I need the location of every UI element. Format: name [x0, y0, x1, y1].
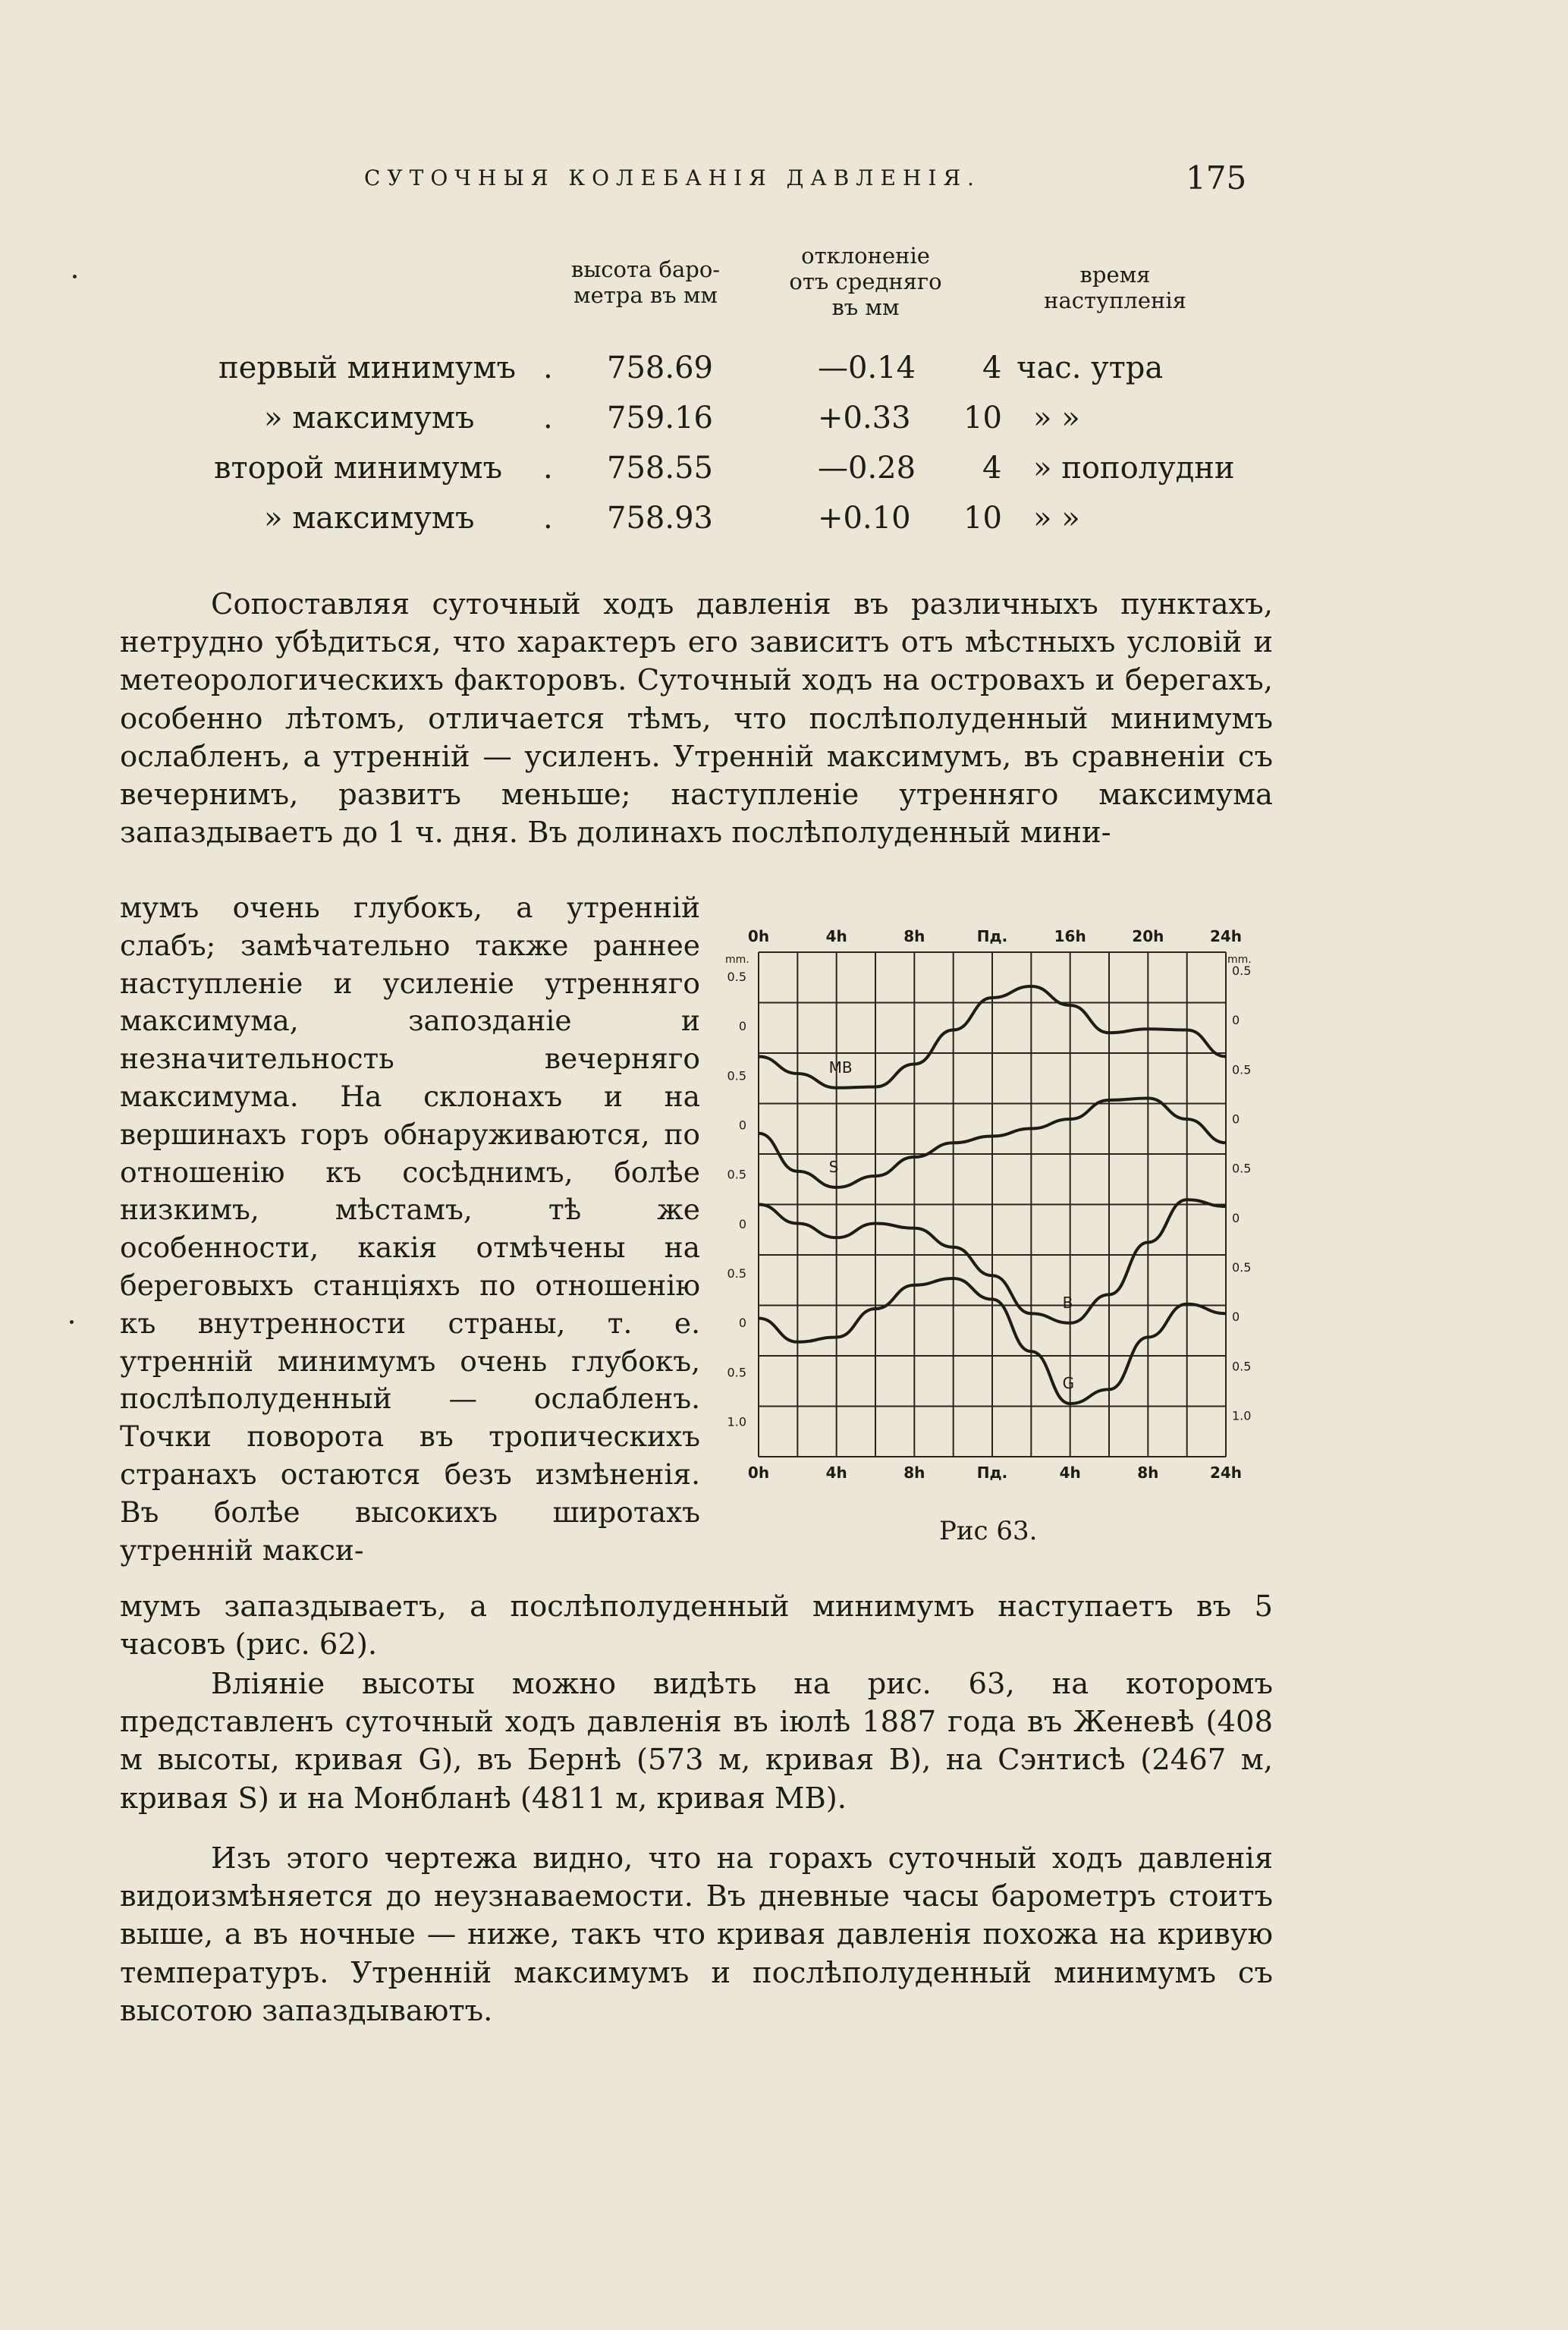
x-tick-label-top: 4h	[825, 927, 847, 945]
y-tick-label-left: 0	[738, 1019, 746, 1034]
x-tick-label-top: 8h	[903, 927, 925, 945]
table-row: второй минимумъ . 758.55 —0.28 4 » пополудни	[214, 451, 1235, 486]
x-tick-label-top: 20h	[1132, 927, 1164, 945]
y-tick-label-right: 0	[1232, 1013, 1240, 1028]
column-header-height: высота баро- метра въ мм	[570, 256, 721, 308]
y-tick-label-right: 0	[1232, 1310, 1240, 1325]
left-axis-unit: mm.	[725, 954, 749, 966]
paragraph-1: Сопоставляя суточный ходъ давленія въ различныхъ пунктахъ, нетрудно убѣдиться, что характеръ его зависитъ отъ мѣстныхъ условій и метеорологическихъ факторовъ. Суточный ходъ на островахъ и берегахъ, особенно лѣтомъ, отличается тѣмъ, что послѣполуденный минимумъ ослабленъ, а утренній — усиленъ. Утренній максимумъ, въ сравненіи съ вечернимъ, развитъ меньше; наступленіе утренняго максимума запаздываетъ до 1 ч. дня. Въ долинахъ послѣполуденный мини-	[120, 587, 1273, 851]
x-tick-label-top: 16h	[1054, 927, 1086, 945]
y-tick-label-left: 1.0	[727, 1414, 746, 1429]
paragraph-1-wrap: мумъ очень глубокъ, а утренній слабъ; замѣчательно также раннее наступленіе и усиленіе утренняго максимума, запозданіе и незначительность вечерняго максимума. На склонахъ и на вершинахъ горъ обнаруживаются, по отношенію къ сосѣднимъ, болѣе низкимъ, мѣстамъ, тѣ же особенности, какія отмѣчены на береговыхъ станціяхъ по отношенію къ внутренности страны, т. е. утренній минимумъ очень глубокъ, послѣполуденный — ослабленъ. Точки поворота въ тропическихъ странахъ остаются безъ измѣненія. Въ болѣе высокихъ широтахъ утренній макси-	[120, 891, 700, 1567]
x-tick-label-top: 24h	[1209, 927, 1243, 945]
speck	[73, 275, 77, 278]
x-tick-label-bottom: Пд.	[976, 1464, 1008, 1482]
right-axis-unit: mm.	[1227, 954, 1252, 966]
x-tick-label-top: Пд.	[976, 927, 1008, 945]
x-tick-label-bottom: 8h	[1137, 1464, 1159, 1482]
y-tick-label-right: 0.5	[1232, 1161, 1252, 1176]
series-label-mb: MB	[828, 1058, 853, 1077]
x-tick-label-bottom: 24h	[1209, 1464, 1243, 1482]
y-tick-label-right: 0.5	[1232, 1359, 1252, 1374]
y-tick-label-right: 0.5	[1232, 964, 1252, 978]
table-row: » максимумъ . 759.16 +0.33 10 » »	[264, 401, 1080, 435]
x-tick-label-bottom: 0h	[747, 1464, 770, 1482]
y-tick-label-left: 0	[738, 1316, 746, 1331]
table-row: » максимумъ . 758.93 +0.10 10 » »	[264, 501, 1080, 536]
series-label-b: B	[1062, 1293, 1073, 1312]
column-header-deviation: отклоненіе отъ средняго въ мм	[789, 243, 942, 320]
y-tick-label-right: 0.5	[1232, 1260, 1252, 1275]
y-tick-label-right: 0	[1232, 1112, 1240, 1127]
paragraph-2: Вліяніе высоты можно видѣть на рис. 63, на которомъ представленъ суточный ходъ давленія въ іюлѣ 1887 года въ Женевѣ (408 м высоты, кривая G), въ Бернѣ (573 м, кривая B), на Сэнтисѣ (2467 м, кривая S) и на Монбланѣ (4811 м, кривая MB).	[120, 1667, 1273, 1816]
x-tick-label-bottom: 8h	[903, 1464, 925, 1482]
figure-caption: Рис 63.	[939, 1516, 1038, 1546]
page-number: 175	[1186, 159, 1247, 197]
y-tick-label-left: 0	[738, 1118, 746, 1133]
figure-63	[716, 910, 1252, 1502]
series-label-g: G	[1062, 1374, 1075, 1392]
x-tick-label-bottom: 4h	[825, 1464, 847, 1482]
y-tick-label-left: 0.5	[727, 1068, 746, 1083]
table-row: первый минимумъ . 758.69 —0.14 4 час. утра	[218, 351, 1164, 385]
x-tick-label-bottom: 4h	[1059, 1464, 1081, 1482]
series-label-s: S	[828, 1158, 839, 1176]
column-header-time: время наступленія	[1044, 262, 1186, 313]
y-tick-label-right: 0	[1232, 1210, 1240, 1225]
y-tick-label-left: 0.5	[727, 1266, 746, 1281]
speck	[70, 1320, 74, 1324]
y-tick-label-left: 0.5	[727, 1365, 746, 1380]
y-tick-label-right: 0.5	[1232, 1062, 1252, 1077]
y-tick-label-left: 0	[738, 1216, 746, 1231]
y-tick-label-left: 0.5	[727, 1167, 746, 1182]
paragraph-3: Изъ этого чертежа видно, что на горахъ суточный ходъ давленія видоизмѣняется до неузнаваемости. Въ дневные часы барометръ стоитъ выше, а въ ночные — ниже, такъ что кривая давленія похожа на кривую температуръ. Утренній максимумъ и послѣполуденный минимумъ съ высотою запаздываютъ.	[120, 1841, 1273, 2028]
y-tick-label-left: 0.5	[727, 970, 746, 984]
paragraph-1-end: мумъ запаздываетъ, а послѣполуденный минимумъ наступаетъ въ 5 часовъ (рис. 62).	[120, 1589, 1273, 1662]
y-tick-label-right: 1.0	[1232, 1408, 1252, 1423]
x-tick-label-top: 0h	[747, 927, 770, 945]
pressure-chart	[716, 910, 1252, 1502]
running-head: СУТОЧНЫЯ КОЛЕБАНІЯ ДАВЛЕНІЯ.	[364, 165, 981, 190]
